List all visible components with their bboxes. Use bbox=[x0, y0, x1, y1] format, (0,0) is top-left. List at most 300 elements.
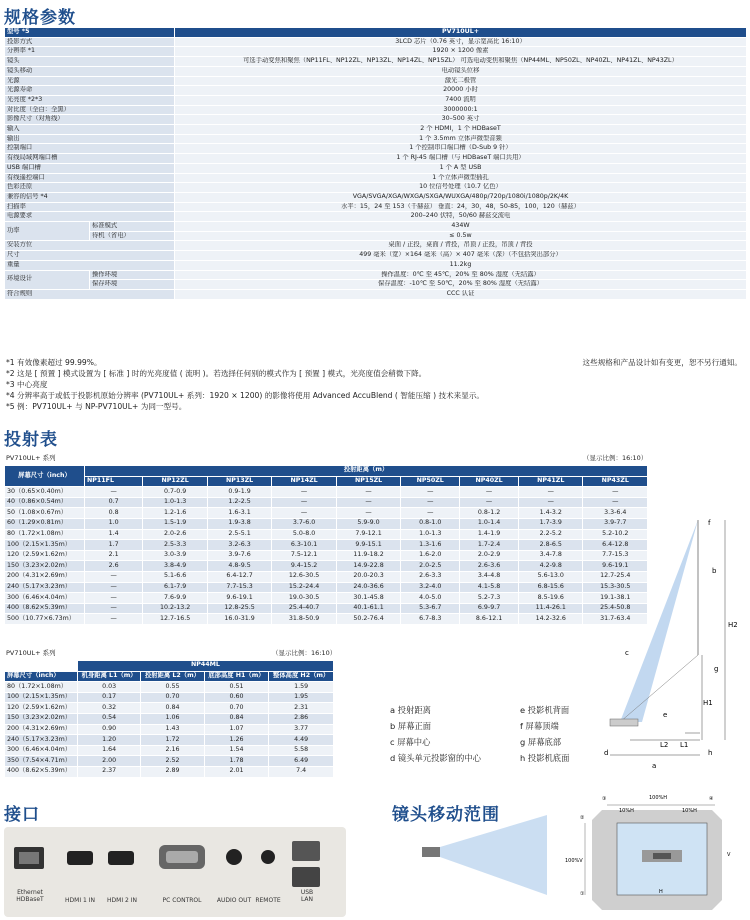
spec-row bbox=[5, 66, 747, 76]
spec-row bbox=[5, 212, 747, 222]
screen-size-cell: 240（5.17×3.23m） bbox=[5, 582, 85, 593]
lens-header: NP43ZL bbox=[583, 476, 648, 487]
distance-cell: 7.5-12.1 bbox=[272, 550, 336, 561]
label-c: c bbox=[625, 649, 629, 657]
distance-cell: 4.8-9.5 bbox=[207, 561, 271, 572]
distance-cell: 4.1-5.8 bbox=[460, 582, 519, 593]
spec-value: VGA/SVGA/XGA/WXGA/SXGA/WUXGA/480p/720p/1080i/1080p/2K/4K bbox=[175, 192, 747, 202]
spec-value: 1 个 3.5mm 立体声微型音频 bbox=[175, 134, 747, 144]
legend-a: a 投射距离 bbox=[390, 705, 431, 715]
dsub-pins-icon bbox=[166, 851, 198, 863]
lan-port-icon bbox=[292, 867, 320, 887]
spec-row bbox=[5, 115, 747, 125]
distance-cell: 19.0-30.5 bbox=[272, 593, 336, 604]
distance-cell: 9.9-15.1 bbox=[336, 540, 400, 551]
port-label-pc-control: PC CONTROL bbox=[162, 897, 202, 904]
lens-header: NP40ZL bbox=[460, 476, 519, 487]
proj1-scale: （显示比例：16:10） bbox=[583, 454, 648, 462]
spec-value: 1 个立体声微型插孔 bbox=[175, 173, 747, 183]
table-row bbox=[5, 550, 648, 561]
lens-header: NP13ZL bbox=[207, 476, 271, 487]
distance-cell: 1.0-1.3 bbox=[401, 529, 460, 540]
projection-table bbox=[4, 465, 648, 625]
spec-row bbox=[5, 260, 747, 270]
table-row bbox=[5, 540, 648, 551]
spec-label: 光亮度 *2*3 bbox=[5, 95, 175, 105]
legend-d: d 镜头单元投影窗的中心 bbox=[390, 753, 481, 763]
projector-icon bbox=[610, 719, 638, 726]
footnote: *4 分辨率高于或低于投影机原始分辨率 (PV710UL+ 系列：1920 × 1200) 的影像将使用 Advanced AccuBlend ( 智能压缩 ) 技术来显示。 bbox=[6, 391, 485, 400]
distance-cell: 5.9-9.0 bbox=[336, 518, 400, 529]
distance-cell: 5.2-10.2 bbox=[583, 529, 648, 540]
spec-label: 输入 bbox=[5, 125, 175, 135]
distance-cell: 2.5-3.3 bbox=[143, 540, 207, 551]
proj1-series: PV710UL+ 系列 bbox=[6, 454, 56, 462]
table-row bbox=[5, 497, 648, 508]
legend-h: h 投影机底面 bbox=[520, 753, 570, 763]
distance-cell: 2.0-2.5 bbox=[401, 561, 460, 572]
screen-size-cell: 100（2.15×1.35m） bbox=[5, 692, 78, 703]
distance-cell: 11.9-18.2 bbox=[336, 550, 400, 561]
shift-label-3: ③ bbox=[602, 796, 607, 802]
spec-label: 色彩还原 bbox=[5, 183, 175, 193]
distance-cell: 0.7 bbox=[85, 497, 143, 508]
distance-cell: 2.5-5.1 bbox=[207, 529, 271, 540]
distance-cell: 6.4-12.7 bbox=[207, 571, 271, 582]
shift-label-v: V bbox=[727, 852, 731, 858]
distance-cell: 6.7-8.3 bbox=[401, 614, 460, 625]
distance-cell: — bbox=[85, 571, 143, 582]
distance-cell: 5.0-8.0 bbox=[272, 529, 336, 540]
value-cell: 1.43 bbox=[141, 724, 204, 735]
footnote: *5 例：PV710UL+ 与 NP-PV710UL+ 为同一型号。 bbox=[6, 402, 187, 411]
spec-value: 水平：15，24 至 153（千赫兹） 垂直：24，30，48，50-85，100，120（赫兹） bbox=[175, 202, 747, 212]
distance-cell: 2.8-6.5 bbox=[518, 540, 582, 551]
env-label: 环境设计 bbox=[5, 270, 90, 289]
projection-table-np44ml bbox=[4, 660, 334, 778]
projection-beam bbox=[620, 520, 698, 722]
lens-header: NP12ZL bbox=[143, 476, 207, 487]
spec-row-power-2 bbox=[5, 231, 747, 241]
distance-cell: — bbox=[85, 593, 143, 604]
distance-cell: 31.7-63.4 bbox=[583, 614, 648, 625]
shift-label-1: ① bbox=[580, 891, 585, 897]
screen-size-cell: 500（10.77×6.73m） bbox=[5, 614, 85, 625]
screen-size-cell: 240（5.17×3.23m） bbox=[5, 735, 78, 746]
spec-row bbox=[5, 154, 747, 164]
table-row bbox=[5, 582, 648, 593]
table-row bbox=[5, 724, 334, 735]
distance-cell: — bbox=[401, 487, 460, 498]
screen-size-cell: 150（3.23×2.02m） bbox=[5, 713, 78, 724]
env-sub-storage: 保存环境 bbox=[90, 280, 175, 290]
distance-cell: 3.2-6.3 bbox=[207, 540, 271, 551]
value-cell: 3.77 bbox=[269, 724, 334, 735]
value-cell: 0.70 bbox=[141, 692, 204, 703]
shift-label-4: ④ bbox=[709, 796, 714, 802]
lens-window-icon bbox=[653, 853, 671, 859]
label-d: d bbox=[604, 749, 609, 757]
throw-diagram bbox=[590, 515, 750, 775]
value-cell: 6.49 bbox=[269, 756, 334, 767]
screen-size-cell: 100（2.15×1.35m） bbox=[5, 540, 85, 551]
shift-label-10h-left: 10%H bbox=[619, 808, 634, 814]
distance-cell: 6.3-10.1 bbox=[272, 540, 336, 551]
lens-shift-title: 镜头移动范围 bbox=[392, 805, 500, 825]
spec-table bbox=[4, 27, 747, 300]
value-cell: 2.16 bbox=[141, 745, 204, 756]
hdmi2-port-icon bbox=[108, 851, 134, 865]
spec-value: 1920 × 1200 像素 bbox=[175, 47, 747, 57]
footnote: *2 这是 [ 预置 ] 模式设置为 [ 标准 ] 时的光亮度值 ( 流明 )。若选择任何别的模式作为 [ 预置 ] 模式，光亮度值会稍微下降。 bbox=[6, 369, 427, 378]
value-cell: 1.26 bbox=[204, 735, 269, 746]
table-row bbox=[5, 529, 648, 540]
value-cell: 0.54 bbox=[77, 713, 140, 724]
spec-row bbox=[5, 86, 747, 96]
screen-size-cell: 200（4.31×2.69m） bbox=[5, 724, 78, 735]
shift-label-h: H bbox=[659, 889, 663, 895]
distance-cell: 1.7-2.4 bbox=[460, 540, 519, 551]
spec-title: 规格参数 bbox=[4, 8, 76, 28]
value-cell: 5.58 bbox=[269, 745, 334, 756]
distance-cell: 3.9-7.6 bbox=[207, 550, 271, 561]
value-cell: 0.84 bbox=[204, 713, 269, 724]
distance-cell: 15.2-24.4 bbox=[272, 582, 336, 593]
distance-cell: 0.8-1.0 bbox=[401, 518, 460, 529]
table-row bbox=[5, 745, 334, 756]
spec-row bbox=[5, 202, 747, 212]
distance-cell: 5.6-13.0 bbox=[518, 571, 582, 582]
spec-label: 有线遥控端口 bbox=[5, 173, 175, 183]
spec-value: 30–500 英寸 bbox=[175, 115, 747, 125]
compliance-label: 符合规则 bbox=[5, 289, 175, 299]
label-b: b bbox=[712, 567, 717, 575]
value-cell: 0.55 bbox=[141, 682, 204, 693]
distance-cell: — bbox=[336, 508, 400, 519]
spec-value: 1 个控制串口端口槽（D-Sub 9 针） bbox=[175, 144, 747, 154]
spec-label: 控制端口 bbox=[5, 144, 175, 154]
table-row bbox=[5, 593, 648, 604]
spec-value: 7400 流明 bbox=[175, 95, 747, 105]
distance-cell: 0.8 bbox=[85, 508, 143, 519]
distance-cell: 4.0-5.0 bbox=[401, 593, 460, 604]
spec-value: 200–240 伏特，50/60 赫兹交流电 bbox=[175, 212, 747, 222]
distance-cell: 25.4-40.7 bbox=[272, 603, 336, 614]
table-row bbox=[5, 735, 334, 746]
spec-label: 兼容的信号 *4 bbox=[5, 192, 175, 202]
distance-cell: — bbox=[460, 487, 519, 498]
distance-cell: 3.9-7.7 bbox=[583, 518, 648, 529]
spec-label: 镜头 bbox=[5, 57, 175, 67]
spec-row bbox=[5, 251, 747, 261]
label-g: g bbox=[714, 665, 719, 673]
value-cell: 1.64 bbox=[77, 745, 140, 756]
footnote: *1 有效像素超过 99.99%。 bbox=[6, 358, 102, 367]
value-cell: 0.90 bbox=[77, 724, 140, 735]
spec-value: 可选手动变焦和聚焦（NP11FL、NP12ZL、NP13ZL、NP14ZL、NP15ZL） 可选电动变焦和聚焦（NP44ML、NP50ZL、NP40ZL、NP41ZL、NP43ZL） bbox=[175, 57, 747, 67]
screen-size-cell: 80（1.72×1.08m） bbox=[5, 682, 78, 693]
distance-cell: 6.9-9.7 bbox=[460, 603, 519, 614]
value-cell: 0.84 bbox=[141, 703, 204, 714]
env-value-storage: 保存温度：-10℃ 至 50℃，20% 至 80% 湿度（无结露） bbox=[175, 280, 747, 290]
distance-cell: 2.6-3.6 bbox=[460, 561, 519, 572]
value-cell: 2.01 bbox=[204, 766, 269, 777]
distance-cell: 1.6-2.0 bbox=[401, 550, 460, 561]
lens-header: NP15ZL bbox=[336, 476, 400, 487]
power-value-standard: 434W bbox=[175, 222, 747, 232]
spec-row-power-1 bbox=[5, 222, 747, 232]
proj2-column-header: 屏幕尺寸（inch） bbox=[5, 671, 78, 682]
footnotes bbox=[6, 357, 484, 412]
distance-cell: 30.1-45.8 bbox=[336, 593, 400, 604]
remote-jack-icon bbox=[261, 850, 275, 864]
compliance-value: CCC 认证 bbox=[175, 289, 747, 299]
spec-value: 1 个 RJ-45 端口槽（与 HDBaseT 端口共用） bbox=[175, 154, 747, 164]
spec-label: 重量 bbox=[5, 260, 175, 270]
spec-row-env-2 bbox=[5, 280, 747, 290]
spec-row bbox=[5, 95, 747, 105]
screen-size-cell: 300（6.46×4.04m） bbox=[5, 593, 85, 604]
lens-header: NP11FL bbox=[85, 476, 143, 487]
value-cell: 1.54 bbox=[204, 745, 269, 756]
port-label-hdmi1: HDMI 1 IN bbox=[65, 897, 95, 904]
distance-cell: 12.6-30.5 bbox=[272, 571, 336, 582]
distance-cell: 31.8-50.9 bbox=[272, 614, 336, 625]
port-label-hdmi2: HDMI 2 IN bbox=[107, 897, 137, 904]
spec-value: 499 毫米（宽）×164 毫米（高）× 407 毫米（深）（不包括突出部分） bbox=[175, 251, 747, 261]
distance-cell: 0.9-1.9 bbox=[207, 487, 271, 498]
model-label: 型号 *5 bbox=[5, 28, 175, 38]
model-value: PV710UL+ bbox=[175, 28, 747, 38]
distance-cell: 8.5-19.6 bbox=[518, 593, 582, 604]
spec-row bbox=[5, 37, 747, 47]
legend-e: e 投影机背面 bbox=[520, 705, 570, 715]
distance-cell: 1.2-1.6 bbox=[143, 508, 207, 519]
distance-cell: 0.7-0.9 bbox=[143, 487, 207, 498]
value-cell: 2.52 bbox=[141, 756, 204, 767]
value-cell: 0.03 bbox=[77, 682, 140, 693]
spec-label: 对比度（全白：全黑） bbox=[5, 105, 175, 115]
power-label: 功率 bbox=[5, 222, 90, 241]
value-cell: 0.32 bbox=[77, 703, 140, 714]
spec-value: 11.2kg bbox=[175, 260, 747, 270]
distance-cell: 16.0-31.9 bbox=[207, 614, 271, 625]
proj2-lens-header: NP44ML bbox=[77, 661, 333, 672]
legend-b: b 屏幕正面 bbox=[390, 721, 432, 731]
spec-value: 3LCD 芯片（0.76 英寸，显示宽高比 16:10） bbox=[175, 37, 747, 47]
proj2-col-row bbox=[5, 671, 334, 682]
screen-size-cell: 400（8.62×5.39m） bbox=[5, 766, 78, 777]
spec-row bbox=[5, 134, 747, 144]
distance-cell: — bbox=[85, 614, 143, 625]
distance-cell: 12.8-25.5 bbox=[207, 603, 271, 614]
distance-cell: 3.4-4.8 bbox=[460, 571, 519, 582]
lens-header: NP41ZL bbox=[518, 476, 582, 487]
distance-cell: — bbox=[583, 487, 648, 498]
distance-cell: 5.2-7.3 bbox=[460, 593, 519, 604]
spec-value: 3000000:1 bbox=[175, 105, 747, 115]
proj-distance-header: 投射距离（m） bbox=[85, 466, 648, 477]
table-row bbox=[5, 713, 334, 724]
distance-cell: — bbox=[85, 487, 143, 498]
value-cell: 1.20 bbox=[77, 735, 140, 746]
projector-body-icon bbox=[422, 847, 440, 857]
spec-label: 有线局域网端口槽 bbox=[5, 154, 175, 164]
spec-row bbox=[5, 163, 747, 173]
screen-size-cell: 50（1.08×0.67m） bbox=[5, 508, 85, 519]
proj2-column-header: 投射距离 L2（m） bbox=[141, 671, 204, 682]
table-row bbox=[5, 487, 648, 498]
shift-label-100h: 100%H bbox=[649, 795, 668, 801]
screen-size-cell: 30（0.65×0.40m） bbox=[5, 487, 85, 498]
spec-value: 激光二极管 bbox=[175, 76, 747, 86]
distance-cell: 7.7-15.3 bbox=[207, 582, 271, 593]
usb-port-icon bbox=[292, 841, 320, 861]
value-cell: 4.49 bbox=[269, 735, 334, 746]
distance-cell: 8.6-12.1 bbox=[460, 614, 519, 625]
spec-row bbox=[5, 173, 747, 183]
proj2-scale: （显示比例：16:10） bbox=[272, 649, 337, 657]
distance-cell: 1.0-1.4 bbox=[460, 518, 519, 529]
distance-cell: 1.4-1.9 bbox=[460, 529, 519, 540]
distance-cell: 1.7-3.9 bbox=[518, 518, 582, 529]
legend-f: f 屏幕顶端 bbox=[520, 721, 559, 731]
label-h2: H2 bbox=[728, 621, 738, 629]
distance-cell: 3.2-4.0 bbox=[401, 582, 460, 593]
value-cell: 2.00 bbox=[77, 756, 140, 767]
spec-row bbox=[5, 125, 747, 135]
value-cell: 0.17 bbox=[77, 692, 140, 703]
distance-cell: 6.4-12.8 bbox=[583, 540, 648, 551]
change-notice: 这些规格和产品设计如有变更，恕不另行通知。 bbox=[582, 358, 742, 367]
env-sub-operating: 操作环境 bbox=[90, 270, 175, 280]
value-cell: 0.51 bbox=[204, 682, 269, 693]
distance-cell: — bbox=[85, 603, 143, 614]
power-sub-standby: 待机（省电） bbox=[90, 231, 175, 241]
distance-cell: 5.3-6.7 bbox=[401, 603, 460, 614]
shift-label-100v: 100%V bbox=[565, 858, 583, 864]
label-l1: L1 bbox=[680, 741, 689, 749]
table-row bbox=[5, 703, 334, 714]
distance-cell: — bbox=[336, 497, 400, 508]
shift-label-10h-right: 10%H bbox=[682, 808, 697, 814]
port-label-remote: REMOTE bbox=[255, 897, 281, 904]
spec-label: USB 端口槽 bbox=[5, 163, 175, 173]
distance-cell: — bbox=[85, 582, 143, 593]
table-row bbox=[5, 508, 648, 519]
audio-jack-icon bbox=[226, 849, 242, 865]
spec-label: 输出 bbox=[5, 134, 175, 144]
value-cell: 1.07 bbox=[204, 724, 269, 735]
spec-label: 电源要求 bbox=[5, 212, 175, 222]
screen-size-cell: 40（0.86×0.54m） bbox=[5, 497, 85, 508]
spec-row-env-1 bbox=[5, 270, 747, 280]
proj2-column-header: 整体高度 H2（m） bbox=[269, 671, 334, 682]
hdmi1-port-icon bbox=[67, 851, 93, 865]
shift-label-2: ② bbox=[580, 815, 585, 821]
distance-cell: 1.9-3.8 bbox=[207, 518, 271, 529]
distance-cell: 10.2-13.2 bbox=[143, 603, 207, 614]
spec-value: 2 个 HDMI，1 个 HDBaseT bbox=[175, 125, 747, 135]
distance-cell: 9.4-15.2 bbox=[272, 561, 336, 572]
distance-cell: 2.2-5.2 bbox=[518, 529, 582, 540]
distance-cell: — bbox=[272, 497, 336, 508]
power-value-standby: ≤ 0.5w bbox=[175, 231, 747, 241]
distance-cell: 7.9-12.1 bbox=[336, 529, 400, 540]
ethernet-jack-icon bbox=[19, 852, 39, 864]
distance-cell: 7.6-9.9 bbox=[143, 593, 207, 604]
spec-label: 光源寿命 bbox=[5, 86, 175, 96]
distance-cell: 1.0 bbox=[85, 518, 143, 529]
distance-cell: 20.0-20.3 bbox=[336, 571, 400, 582]
distance-cell: 1.3-1.6 bbox=[401, 540, 460, 551]
distance-cell: 3.3-6.4 bbox=[583, 508, 648, 519]
value-cell: 1.95 bbox=[269, 692, 334, 703]
projection-title: 投射表 bbox=[4, 430, 58, 450]
spec-row bbox=[5, 144, 747, 154]
table-row bbox=[5, 756, 334, 767]
value-cell: 1.59 bbox=[269, 682, 334, 693]
screen-size-cell: 120（2.59×1.62m） bbox=[5, 550, 85, 561]
distance-cell: 50.2-76.4 bbox=[336, 614, 400, 625]
spec-row bbox=[5, 105, 747, 115]
legend-g: g 屏幕底部 bbox=[520, 737, 562, 747]
distance-cell: 9.6-19.1 bbox=[207, 593, 271, 604]
distance-cell: 3.4-7.8 bbox=[518, 550, 582, 561]
label-e: e bbox=[663, 711, 668, 719]
distance-cell: — bbox=[518, 497, 582, 508]
table-row bbox=[5, 603, 648, 614]
distance-cell: 2.6 bbox=[85, 561, 143, 572]
screen-size-cell: 300（6.46×4.04m） bbox=[5, 745, 78, 756]
value-cell: 2.37 bbox=[77, 766, 140, 777]
distance-cell: 1.0-1.3 bbox=[143, 497, 207, 508]
port-label-usb-lan: USB LAN bbox=[300, 889, 314, 903]
distance-cell: 9.6-19.1 bbox=[583, 561, 648, 572]
beam-edge bbox=[620, 655, 698, 722]
distance-cell: 1.2-2.5 bbox=[207, 497, 271, 508]
label-h1: H1 bbox=[703, 699, 713, 707]
spec-label: 安装方位 bbox=[5, 241, 175, 251]
screen-size-cell: 60（1.29×0.81m） bbox=[5, 518, 85, 529]
label-h: h bbox=[708, 749, 713, 757]
spec-header-row bbox=[5, 28, 747, 38]
spec-row bbox=[5, 76, 747, 86]
proj-header-row bbox=[5, 466, 648, 477]
distance-cell: 1.4-3.2 bbox=[518, 508, 582, 519]
screen-size-cell: 80（1.72×1.08m） bbox=[5, 529, 85, 540]
distance-cell: 14.9-22.8 bbox=[336, 561, 400, 572]
lens-header: NP50ZL bbox=[401, 476, 460, 487]
distance-cell: 3.8-4.9 bbox=[143, 561, 207, 572]
spec-label: 投影方式 bbox=[5, 37, 175, 47]
table-row bbox=[5, 682, 334, 693]
spec-label: 扫描率 bbox=[5, 202, 175, 212]
proj-lens-row bbox=[5, 476, 648, 487]
distance-cell: 25.4-50.8 bbox=[583, 603, 648, 614]
distance-cell: 11.4-26.1 bbox=[518, 603, 582, 614]
distance-cell: — bbox=[460, 497, 519, 508]
value-cell: 1.06 bbox=[141, 713, 204, 724]
port-label-ethernet: Ethernet HDBaseT bbox=[16, 889, 44, 903]
spec-value: 电动镜头位移 bbox=[175, 66, 747, 76]
value-cell: 1.72 bbox=[141, 735, 204, 746]
legend-c: c 屏幕中心 bbox=[390, 737, 431, 747]
label-a: a bbox=[652, 762, 657, 770]
distance-cell: — bbox=[583, 497, 648, 508]
distance-cell: 2.0-2.9 bbox=[460, 550, 519, 561]
spec-value: 1 个 A 型 USB bbox=[175, 163, 747, 173]
